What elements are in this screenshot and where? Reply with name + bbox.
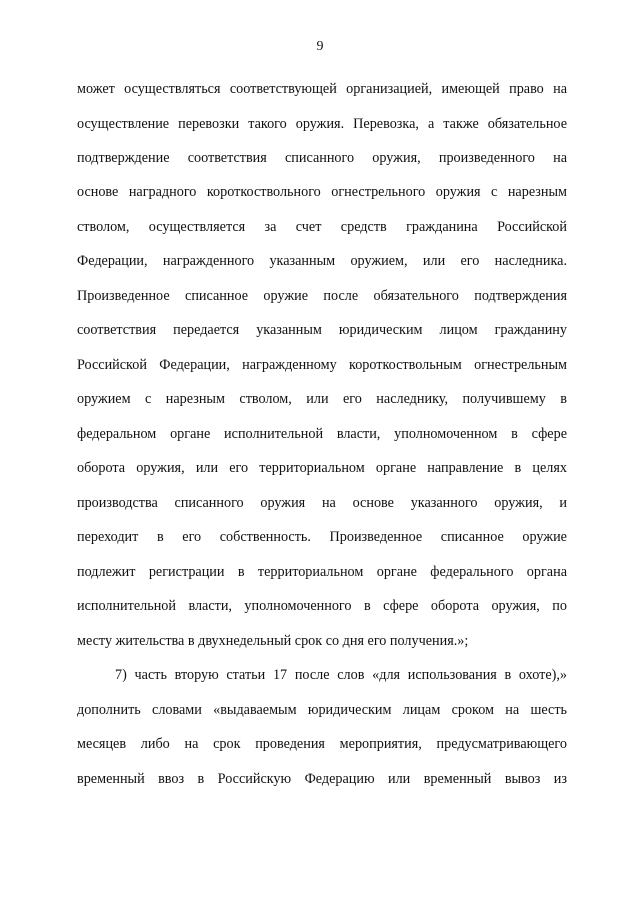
text-line: исполнительной власти, уполномоченного в сфере оборота оружия, по [77, 598, 567, 614]
text-line: дополнить словами «выдаваемым юридическим лицам сроком на шесть [77, 702, 567, 718]
page-number: 9 [316, 39, 324, 54]
text-line: подтверждение соответствия списанного оружия, произведенного на [77, 150, 567, 166]
text-line: Федерации, награжденного указанным оружием, или его наследника. [77, 253, 567, 269]
text-line: стволом, осуществляется за счет средств гражданина Российской [77, 219, 567, 235]
text-line: оборота оружия, или его территориальном органе направление в целях [77, 460, 567, 476]
text-line: соответствия передается указанным юридическим лицом гражданину [77, 322, 567, 338]
text-line: осуществление перевозки такого оружия. Перевозка, а также обязательное [77, 116, 567, 132]
text-line: месяцев либо на срок проведения мероприятия, предусматривающего [77, 736, 567, 752]
text-line: федеральном органе исполнительной власти, уполномоченном в сфере [77, 426, 567, 442]
text-line: переходит в его собственность. Произведенное списанное оружие [77, 529, 567, 545]
text-line: основе наградного короткоствольного огнестрельного оружия с нарезным [77, 184, 567, 200]
text-line: оружием с нарезным стволом, или его наследнику, получившему в [77, 391, 567, 407]
text-line: временный ввоз в Российскую Федерацию или временный вывоз из [77, 771, 567, 787]
text-line: подлежит регистрации в территориальном органе федерального органа [77, 564, 567, 580]
text-line: 7) часть вторую статьи 17 после слов «для использования в охоте),» [115, 667, 567, 683]
text-line: производства списанного оружия на основе указанного оружия, и [77, 495, 567, 511]
text-line: Российской Федерации, награжденному короткоствольным огнестрельным [77, 357, 567, 373]
text-line: может осуществляться соответствующей организацией, имеющей право на [77, 81, 567, 97]
text-line: месту жительства в двухнедельный срок со дня его получения.»; [77, 633, 469, 649]
text-line: Произведенное списанное оружие после обязательного подтверждения [77, 288, 567, 304]
